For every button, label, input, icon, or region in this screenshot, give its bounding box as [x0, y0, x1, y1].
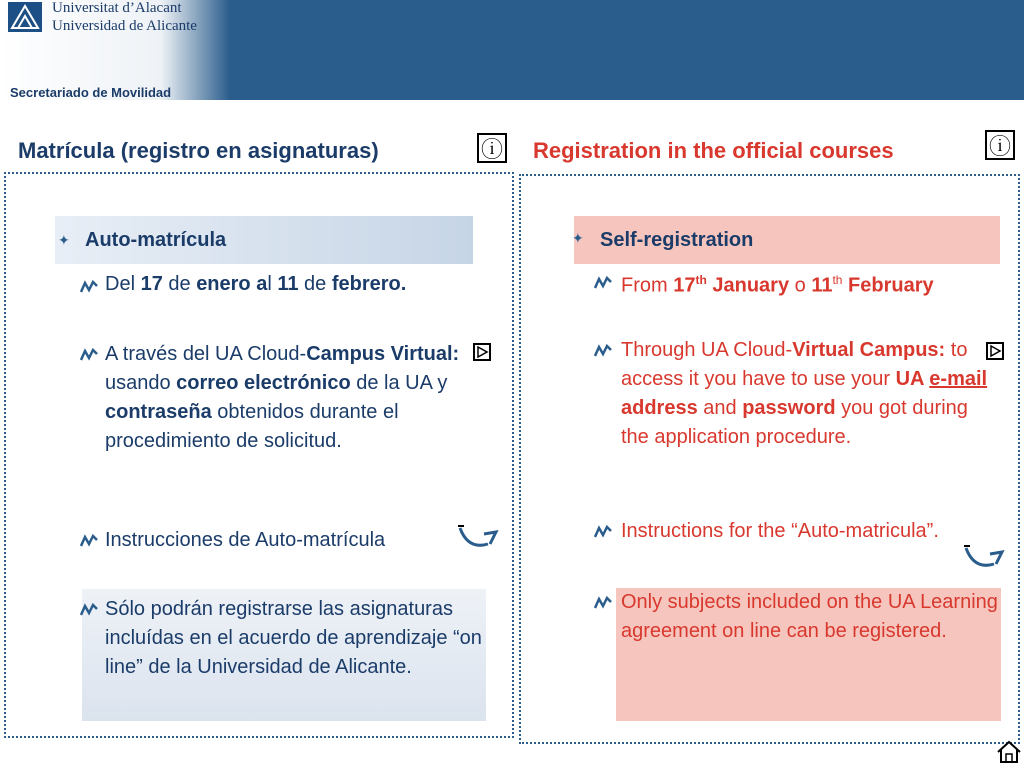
curved-arrow-icon[interactable] [456, 522, 502, 552]
university-name-spanish: Universidad de Alicante [52, 18, 197, 34]
right-item-note: Only subjects included on the UA Learning agreement on line can be registered. [621, 591, 998, 642]
band-label: Auto-matrícula [85, 228, 227, 251]
university-name-valencian: Universitat d’Alacant [52, 0, 182, 16]
bullet-icon [594, 344, 612, 358]
bullet-icon [80, 603, 98, 617]
left-item-instructions: Instrucciones de Auto-matrícula [105, 529, 386, 551]
bullet-icon [594, 525, 612, 539]
left-item-dates: Del 17 de enero al 11 de febrero. [105, 273, 407, 295]
bullet-icon [80, 348, 98, 362]
university-logo-area [0, 0, 230, 100]
right-item-dates: From 17th January o 11th February [621, 273, 934, 297]
bullet-icon [594, 276, 612, 290]
left-item-access: A través del UA Cloud-Campus Virtual: usando correo electrónico de la UA y contraseña obtenidos durante el procedimiento de solicitud. [105, 343, 460, 452]
university-logo-icon [8, 2, 42, 32]
curved-arrow-icon[interactable] [962, 542, 1008, 572]
diamond-icon: ✦ [58, 232, 70, 248]
home-icon[interactable] [996, 740, 1022, 764]
department-name: Secretariado de Movilidad [10, 85, 172, 100]
left-item-note: Sólo podrán registrarse las asignaturas incluídas en el acuerdo de aprendizaje “on line” de la Universidad de Alicante. [105, 598, 482, 678]
bullet-icon [80, 534, 98, 548]
bullet-icon [80, 280, 98, 294]
right-item-instructions: Instructions for the “Auto-matricula”. [621, 520, 939, 542]
play-icon[interactable] [473, 343, 491, 361]
right-section-band [574, 216, 1000, 264]
info-icon[interactable]: ⓘ [985, 130, 1015, 160]
band-label: Self-registration [600, 228, 754, 251]
header-banner [0, 0, 1024, 100]
diamond-icon: ✦ [572, 230, 584, 246]
info-icon[interactable]: ⓘ [477, 133, 507, 163]
right-item-access: Through UA Cloud-Virtual Campus: to access it you have to use your UA e-mail address and password you got during the application procedure. [621, 339, 988, 448]
play-icon[interactable] [986, 342, 1004, 360]
bullet-icon [594, 596, 612, 610]
left-title: Matrícula (registro en asignaturas) [18, 138, 379, 163]
left-section-band [55, 216, 473, 264]
right-title: Registration in the official courses [533, 138, 894, 163]
